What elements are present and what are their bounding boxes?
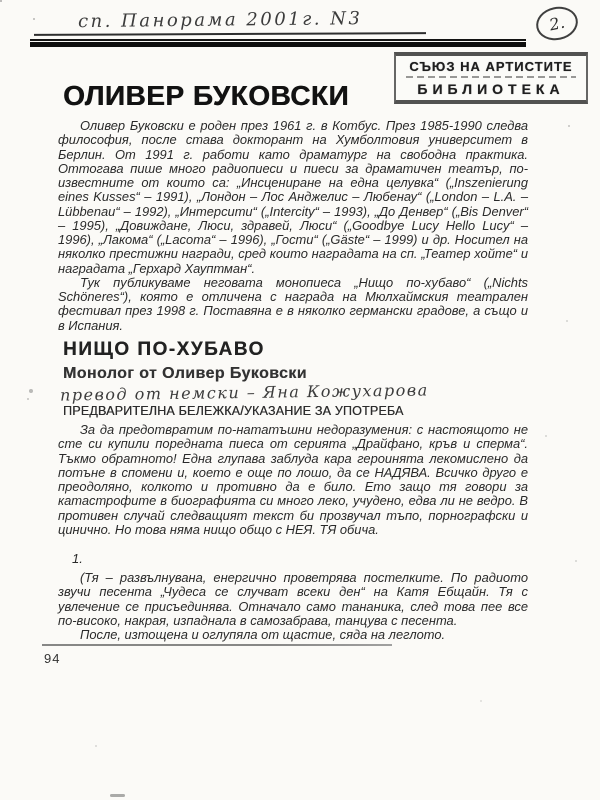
stamp-organization: СЪЮЗ НА АРТИСТИТЕ xyxy=(409,59,573,74)
handwritten-translator-annotation: превод от немски – Яна Кожухарова xyxy=(59,380,429,405)
scan-speckles xyxy=(0,0,2,2)
preliminary-note-heading: ПРЕДВАРИТЕЛНА БЕЛЕЖКА/УКАЗАНИЕ ЗА УПОТРЕБА xyxy=(63,404,404,418)
author-name-heading: ОЛИВЕР БУКОВСКИ xyxy=(63,80,350,111)
preliminary-note-block xyxy=(58,423,528,537)
handwriting-underline xyxy=(34,32,426,36)
play-subtitle: Монолог от Оливер Буковски xyxy=(63,365,307,382)
note-paragraph: За да предотвратим по-нататъшни недоразумения: с настоящото не сте си купили поредната пиеса от серията „Драйфано, кръв и сперма“. Тъкмо обратното! Една глупава заблуда кара героинята лекомислено да потъне в спомени и, което е още по лошо, да се НАДЯВА. Всичко друго е преодоляно, колкото и противно да е било. Ето защо тя говори за катастрофите в биографията си много леко, учудено, едва ли не ведро. В противен случай следващият текст би прозвучал тъпо, порнографски и цинично. Но това няма нищо общо с НЕЯ. ТЯ обича. xyxy=(58,422,528,537)
handwritten-source-annotation: сп. Панорама 2001г. N3 xyxy=(77,8,363,33)
header-rule-thick xyxy=(30,42,526,47)
scan-smudge xyxy=(110,794,125,797)
author-bio-block xyxy=(58,119,528,333)
stamp-library-label: БИБЛИОТЕКА xyxy=(417,81,565,97)
stamp-divider xyxy=(406,76,576,78)
stage-direction-paragraph-2: После, изтощена и оглупяла от щастие, сяда на леглото. xyxy=(80,627,446,642)
library-stamp xyxy=(394,52,588,104)
header-rule-thin xyxy=(30,39,526,41)
scene-number: 1. xyxy=(72,551,83,566)
stage-direction-block xyxy=(58,571,528,642)
stage-direction-paragraph-1: (Тя – развълнувана, енергично проветрява постелките. По радиото звучи песента „Чудеса се случват всеки ден“ на Катя Ебщайн. Тя с увлечение се присъединява. Отначало само тананика, след това пее все по-високо, накрая, изпаднала в самозабрава, танцува с песента. xyxy=(58,570,528,628)
circled-page-annotation: 2. xyxy=(533,3,581,44)
bio-paragraph-2: Тук публикуваме неговата монопиеса „Нищо по-хубаво“ („Nichts Schöneres“), която е отличена с награда на Мюлхаймския театрален фестивал през 1998 г. Поставяна е в няколко германски градове, а също и в Испания. xyxy=(58,274,528,333)
play-title-heading: НИЩО ПО-ХУБАВО xyxy=(63,339,265,360)
page-number: 94 xyxy=(44,651,61,666)
footer-rule xyxy=(42,644,392,646)
bio-paragraph-1: Оливер Буковски е роден през 1961 г. в Котбус. През 1985-1990 следва философия, после става докторант на Хумболтовия университет в Берлин. От 1991 г. работи като драматург на свободна практика. Оттогава пише много радиопиеси и пиеси за драматичен театър, по-известните от които са: „Инсцениране на една целувка“ („Inszenierung eines Kusses“ – 1991), „Лондон – Лос Анджелис – Любенау“ („London – L.A. – Lübbenau“ – 1992), „Интерсити“ („Intercity“ – 1993), „До Денвер“ („Bis Denver“ – 1995), „Довиждане, Люси, здравей, Люси“ („Goodbye Lucy Hello Lucy“ – 1996), „Лакома“ („Lacoma“ – 1996), „Гости“ („Gäste“ – 1999) и др. Носител на няколко престижни награди, сред които наградата на сп. „Театер хойте“ и наградата „Герхард Хауптман“. xyxy=(58,118,528,276)
